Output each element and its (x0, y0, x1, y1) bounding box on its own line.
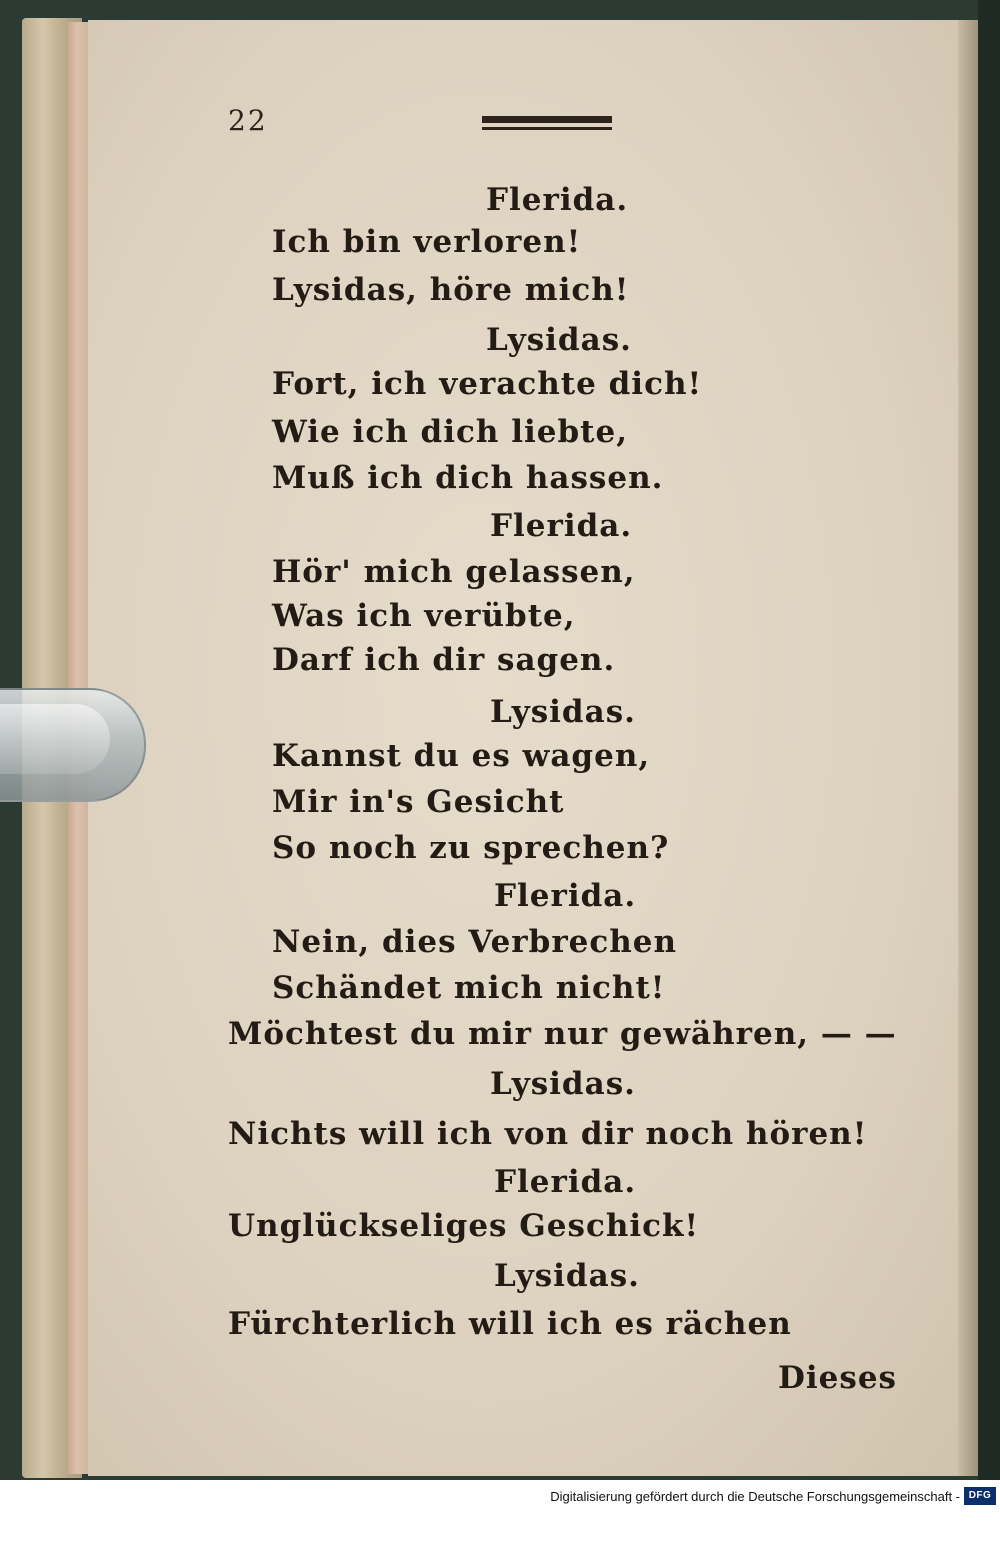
verse-line: Möchtest du mir nur gewähren, — — (228, 1016, 897, 1052)
speaker-name: Lysidas. (486, 322, 632, 358)
verse-line: Fort, ich verachte dich! (272, 366, 703, 402)
verse-line: Wie ich dich liebte, (272, 414, 628, 450)
verse-line: Muß ich dich hassen. (272, 460, 664, 496)
page-clip (0, 688, 146, 802)
verse-line: Ich bin verloren! (272, 224, 582, 260)
verse-line: Unglückseliges Geschick! (228, 1208, 700, 1244)
speaker-name: Flerida. (494, 1164, 637, 1200)
catchword: Dieses (778, 1360, 898, 1396)
scanner-background (978, 0, 1000, 1480)
verse-line: Schändet mich nicht! (272, 970, 666, 1006)
header-rule (482, 116, 612, 132)
speaker-name: Flerida. (490, 508, 633, 544)
dfg-logo: DFG (964, 1487, 996, 1505)
verse-line: Nein, dies Verbrechen (272, 924, 678, 960)
speaker-name: Lysidas. (494, 1258, 640, 1294)
speaker-name: Flerida. (486, 182, 629, 218)
speaker-name: Lysidas. (490, 1066, 636, 1102)
verse-line: Mir in's Gesicht (272, 784, 565, 820)
verse-line: Darf ich dir sagen. (272, 642, 616, 678)
page-number: 22 (228, 104, 268, 137)
verse-line: Kannst du es wagen, (272, 738, 651, 774)
speaker-name: Flerida. (494, 878, 637, 914)
funding-notice: Digitalisierung gefördert durch die Deutsche Forschungsgemeinschaft - (550, 1489, 960, 1504)
verse-line: So noch zu sprechen? (272, 830, 670, 866)
page-gutter-shadow (958, 20, 978, 1476)
speaker-name: Lysidas. (490, 694, 636, 730)
verse-line: Lysidas, höre mich! (272, 272, 630, 308)
verse-line: Nichts will ich von dir noch hören! (228, 1116, 868, 1152)
verse-line: Was ich verübte, (272, 598, 576, 634)
verse-line: Hör' mich gelassen, (272, 554, 636, 590)
verse-line: Fürchterlich will ich es rächen (228, 1306, 792, 1342)
